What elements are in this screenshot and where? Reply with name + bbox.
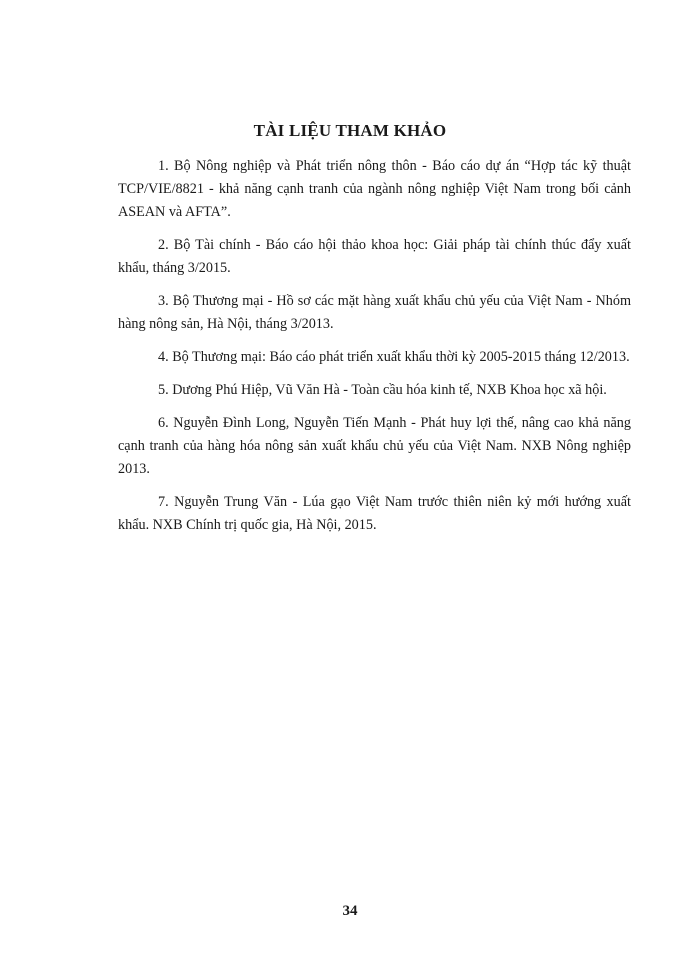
- reference-item-6: 6. Nguyễn Đình Long, Nguyễn Tiến Mạnh - Phát huy lợi thế, nâng cao khả năng cạnh tranh của hàng hóa nông sản xuất khẩu chủ yếu của Việt Nam. NXB Nông nghiệp 2013.: [118, 415, 631, 477]
- reference-item-3: 3. Bộ Thương mại - Hồ sơ các mặt hàng xuất khẩu chủ yếu của Việt Nam - Nhóm hàng nông sản, Hà Nội, tháng 3/2013.: [118, 293, 631, 332]
- page-number: 34: [342, 903, 358, 919]
- reference-item-4: 4. Bộ Thương mại: Báo cáo phát triển xuất khẩu thời kỳ 2005-2015 tháng 12/2013.: [158, 349, 630, 365]
- reference-list: [118, 155, 631, 547]
- page-title: TÀI LIỆU THAM KHẢO: [253, 121, 447, 140]
- reference-item-2: 2. Bộ Tài chính - Báo cáo hội thảo khoa học: Giải pháp tài chính thúc đẩy xuất khẩu, tháng 3/2015.: [118, 237, 631, 276]
- reference-item-7: 7. Nguyễn Trung Văn - Lúa gạo Việt Nam trước thiên niên kỷ mới hướng xuất khẩu. NXB Chính trị quốc gia, Hà Nội, 2015.: [118, 494, 631, 533]
- reference-item-5: 5. Dương Phú Hiệp, Vũ Văn Hà - Toàn cầu hóa kinh tế, NXB Khoa học xã hội.: [158, 382, 607, 398]
- reference-item-1: 1. Bộ Nông nghiệp và Phát triển nông thôn - Báo cáo dự án “Hợp tác kỹ thuật TCP/VIE/8821 - khả năng cạnh tranh của ngành nông nghiệp Việt Nam trong bối cảnh ASEAN và AFTA”.: [118, 158, 631, 220]
